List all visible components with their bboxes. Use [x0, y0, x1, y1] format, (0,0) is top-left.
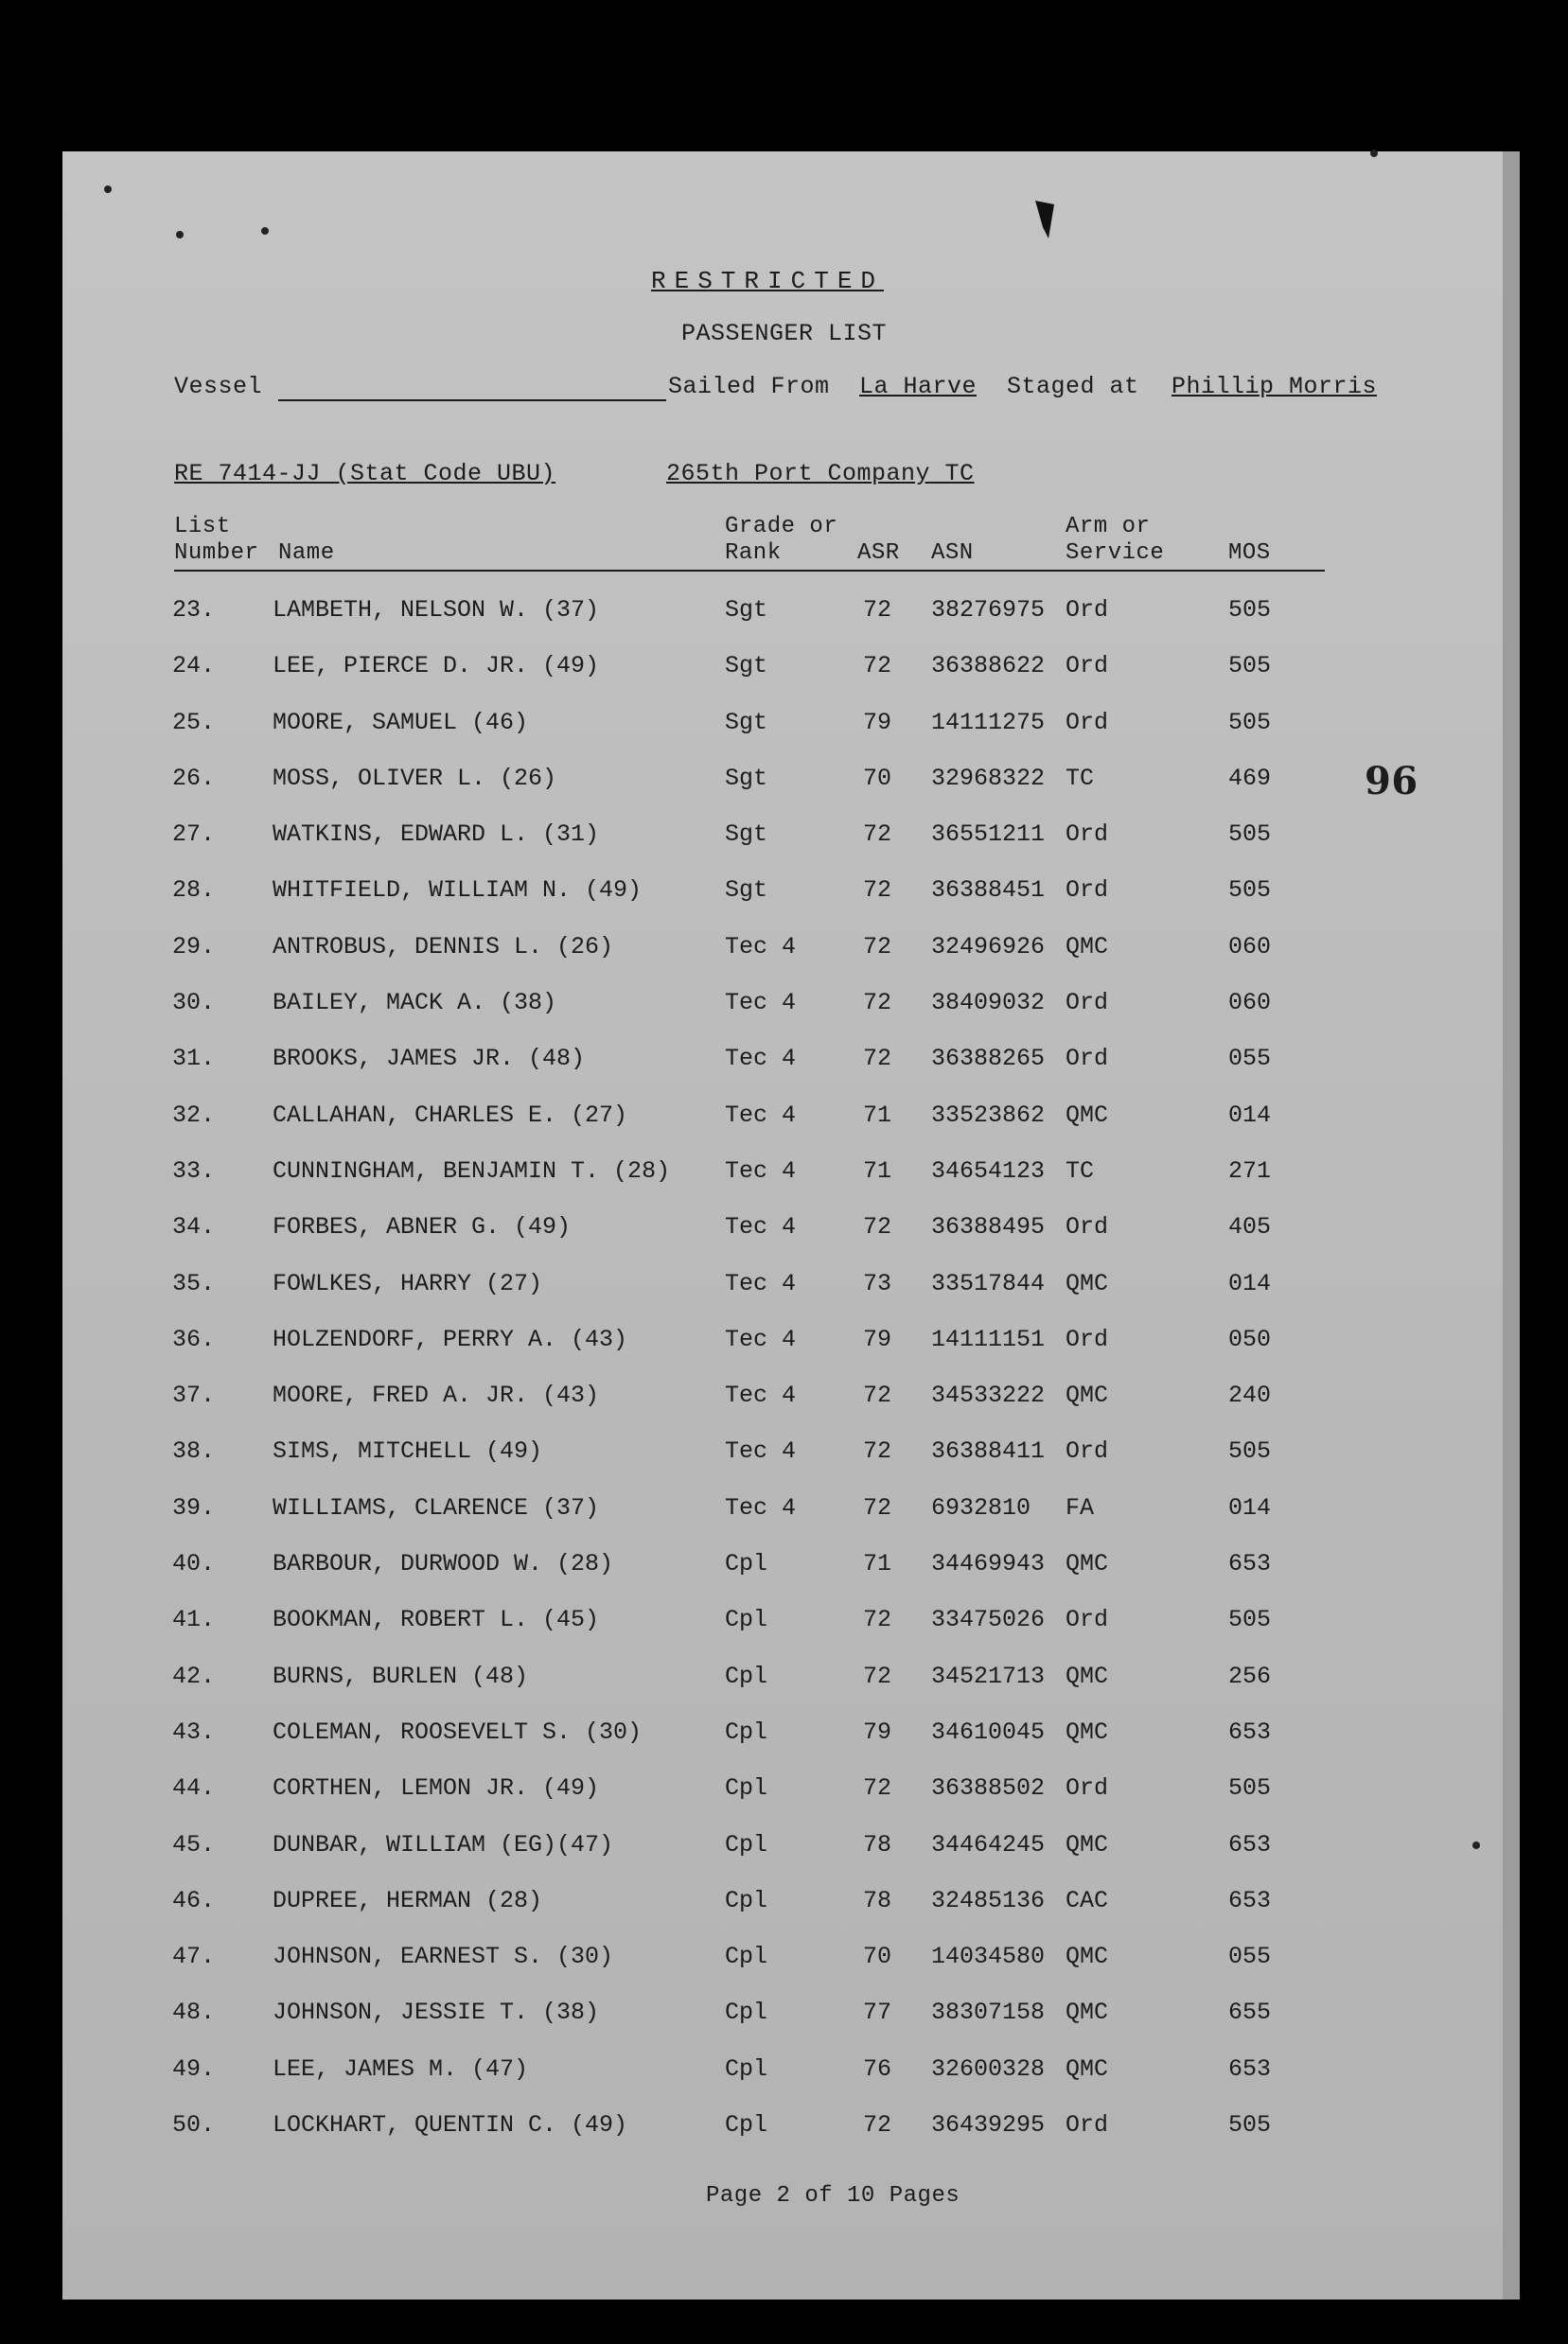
cell-mos: 653: [1228, 1550, 1272, 1578]
cell-arm-or-service: QMC: [1066, 1943, 1109, 1971]
table-row: [62, 596, 1503, 652]
cell-passenger-name: BAILEY, MACK A. (38): [273, 989, 557, 1017]
cell-list-number: 29.: [172, 932, 216, 961]
cell-asn: 38409032: [931, 989, 1046, 1017]
speck: [104, 185, 112, 193]
passenger-table: [62, 596, 1503, 2167]
cell-grade: Cpl: [725, 1886, 768, 1914]
cell-grade: Sgt: [725, 876, 768, 905]
table-row: [62, 1887, 1503, 1943]
cell-passenger-name: DUNBAR, WILLIAM (EG)(47): [273, 1830, 614, 1859]
cell-mos: 505: [1228, 1774, 1272, 1803]
cell-asn: 36551211: [931, 820, 1046, 849]
cell-asr: 72: [863, 2111, 892, 2140]
cell-asn: 34654123: [931, 1156, 1046, 1185]
column-header-rank: Rank: [725, 540, 782, 566]
cell-asn: 36439295: [931, 2111, 1046, 2140]
column-header-mos: MOS: [1228, 540, 1271, 566]
cell-mos: 055: [1228, 1943, 1272, 1971]
cell-asn: 34533222: [931, 1382, 1046, 1410]
cell-grade: Sgt: [725, 708, 768, 736]
cell-asn: 32600328: [931, 2054, 1046, 2083]
cell-passenger-name: WILLIAMS, CLARENCE (37): [273, 1493, 600, 1522]
table-row: [62, 1774, 1503, 1830]
cell-asr: 71: [863, 1156, 892, 1185]
cell-asn: 36388495: [931, 1213, 1046, 1242]
cell-passenger-name: SIMS, MITCHELL (49): [273, 1437, 543, 1466]
cell-arm-or-service: Ord: [1066, 1213, 1109, 1242]
reference-code: RE 7414-JJ (Stat Code UBU): [174, 460, 556, 487]
cell-asr: 72: [863, 652, 892, 680]
speck: [176, 231, 184, 238]
cell-asr: 79: [863, 708, 892, 736]
cell-mos: 505: [1228, 708, 1272, 736]
cell-list-number: 31.: [172, 1045, 216, 1073]
cell-asr: 79: [863, 1325, 892, 1353]
cell-asn: 33475026: [931, 1606, 1046, 1634]
cell-mos: 014: [1228, 1493, 1272, 1522]
cell-passenger-name: DUPREE, HERMAN (28): [273, 1886, 543, 1914]
cell-arm-or-service: QMC: [1066, 1550, 1109, 1578]
table-row: [62, 989, 1503, 1045]
sailed-from-value: La Harve: [859, 373, 978, 400]
cell-asr: 72: [863, 1606, 892, 1634]
cell-arm-or-service: QMC: [1066, 1382, 1109, 1410]
column-header-grade: Grade or: [725, 514, 838, 539]
cell-asr: 73: [863, 1269, 892, 1297]
cell-grade: Sgt: [725, 764, 768, 792]
cell-list-number: 37.: [172, 1382, 216, 1410]
cell-list-number: 25.: [172, 708, 216, 736]
cell-asn: 32968322: [931, 764, 1046, 792]
cell-grade: Tec 4: [725, 989, 797, 1017]
cell-list-number: 33.: [172, 1156, 216, 1185]
cell-asr: 72: [863, 596, 892, 624]
page-stamp-number: 96: [1365, 759, 1418, 803]
cell-arm-or-service: Ord: [1066, 652, 1109, 680]
table-row: [62, 1831, 1503, 1887]
cell-mos: 505: [1228, 652, 1272, 680]
cell-grade: Cpl: [725, 1718, 768, 1746]
cell-list-number: 46.: [172, 1886, 216, 1914]
cell-asn: 14111151: [931, 1325, 1046, 1353]
cell-arm-or-service: Ord: [1066, 708, 1109, 736]
cell-asr: 77: [863, 1999, 892, 2027]
cell-asn: 32496926: [931, 932, 1046, 961]
table-row: [62, 652, 1503, 708]
cell-passenger-name: MOORE, SAMUEL (46): [273, 708, 529, 736]
table-row: [62, 2055, 1503, 2111]
cell-arm-or-service: QMC: [1066, 1662, 1109, 1690]
cell-grade: Tec 4: [725, 932, 797, 961]
cell-arm-or-service: Ord: [1066, 1325, 1109, 1353]
table-row: [62, 1718, 1503, 1774]
cell-passenger-name: CORTHEN, LEMON JR. (49): [273, 1774, 600, 1803]
cell-mos: 653: [1228, 1886, 1272, 1914]
table-row: [62, 1663, 1503, 1718]
cell-list-number: 39.: [172, 1493, 216, 1522]
table-row: [62, 1382, 1503, 1437]
cell-passenger-name: LEE, PIERCE D. JR. (49): [273, 652, 600, 680]
cell-arm-or-service: QMC: [1066, 1101, 1109, 1129]
cell-asn: 33517844: [931, 1269, 1046, 1297]
cell-asr: 78: [863, 1886, 892, 1914]
cell-list-number: 35.: [172, 1269, 216, 1297]
cell-asr: 76: [863, 2054, 892, 2083]
cell-mos: 014: [1228, 1101, 1272, 1129]
cell-grade: Tec 4: [725, 1382, 797, 1410]
table-row: [62, 1102, 1503, 1157]
cell-mos: 055: [1228, 1045, 1272, 1073]
cell-arm-or-service: Ord: [1066, 1606, 1109, 1634]
document-page: [62, 151, 1520, 2300]
cell-list-number: 49.: [172, 2054, 216, 2083]
document-subtitle: PASSENGER LIST: [681, 320, 888, 347]
cell-passenger-name: BURNS, BURLEN (48): [273, 1662, 529, 1690]
cell-passenger-name: BROOKS, JAMES JR. (48): [273, 1045, 586, 1073]
cell-passenger-name: JOHNSON, JESSIE T. (38): [273, 1999, 600, 2027]
cell-mos: 653: [1228, 1718, 1272, 1746]
cell-arm-or-service: TC: [1066, 1156, 1095, 1185]
cell-arm-or-service: QMC: [1066, 1830, 1109, 1859]
table-row: [62, 1606, 1503, 1662]
cell-passenger-name: LAMBETH, NELSON W. (37): [273, 596, 600, 624]
cell-arm-or-service: QMC: [1066, 1999, 1109, 2027]
cell-arm-or-service: CAC: [1066, 1886, 1109, 1914]
cell-grade: Sgt: [725, 596, 768, 624]
cell-asn: 36388265: [931, 1045, 1046, 1073]
cell-asn: 34610045: [931, 1718, 1046, 1746]
cell-list-number: 30.: [172, 989, 216, 1017]
cell-asr: 72: [863, 1662, 892, 1690]
column-header-name: Name: [278, 540, 335, 566]
cell-asr: 72: [863, 1437, 892, 1466]
cell-arm-or-service: Ord: [1066, 2111, 1109, 2140]
cell-asr: 72: [863, 876, 892, 905]
cell-asr: 72: [863, 820, 892, 849]
table-row: [62, 1494, 1503, 1550]
cell-list-number: 48.: [172, 1999, 216, 2027]
cell-grade: Cpl: [725, 2054, 768, 2083]
cell-asr: 71: [863, 1550, 892, 1578]
table-row: [62, 1213, 1503, 1269]
cell-asn: 38307158: [931, 1999, 1046, 2027]
cell-grade: Tec 4: [725, 1156, 797, 1185]
cell-grade: Tec 4: [725, 1101, 797, 1129]
cell-arm-or-service: Ord: [1066, 596, 1109, 624]
ink-mark: [1035, 201, 1054, 238]
staged-at-value: Phillip Morris: [1172, 373, 1378, 400]
cell-asr: 71: [863, 1101, 892, 1129]
cell-grade: Cpl: [725, 1830, 768, 1859]
cell-passenger-name: WHITFIELD, WILLIAM N. (49): [273, 876, 643, 905]
cell-list-number: 34.: [172, 1213, 216, 1242]
cell-asn: 34469943: [931, 1550, 1046, 1578]
cell-passenger-name: MOSS, OLIVER L. (26): [273, 764, 557, 792]
table-row: [62, 2111, 1503, 2167]
cell-asn: 33523862: [931, 1101, 1046, 1129]
cell-list-number: 36.: [172, 1325, 216, 1353]
cell-asn: 38276975: [931, 596, 1046, 624]
cell-mos: 505: [1228, 820, 1272, 849]
cell-grade: Tec 4: [725, 1493, 797, 1522]
cell-grade: Tec 4: [725, 1437, 797, 1466]
cell-arm-or-service: QMC: [1066, 1269, 1109, 1297]
column-header-asn: ASN: [931, 540, 974, 566]
cell-asr: 72: [863, 932, 892, 961]
cell-mos: 405: [1228, 1213, 1272, 1242]
cell-asr: 70: [863, 1943, 892, 1971]
table-row: [62, 1437, 1503, 1493]
page-footer: Page 2 of 10 Pages: [706, 2183, 960, 2209]
column-header-list: List: [174, 514, 231, 539]
cell-mos: 653: [1228, 1830, 1272, 1859]
cell-list-number: 42.: [172, 1662, 216, 1690]
cell-passenger-name: LEE, JAMES M. (47): [273, 2054, 529, 2083]
table-row: [62, 1999, 1503, 2054]
cell-passenger-name: HOLZENDORF, PERRY A. (43): [273, 1325, 628, 1353]
cell-mos: 505: [1228, 876, 1272, 905]
table-row: [62, 933, 1503, 989]
cell-grade: Cpl: [725, 1662, 768, 1690]
cell-asr: 72: [863, 1045, 892, 1073]
cell-asr: 72: [863, 1493, 892, 1522]
cell-list-number: 47.: [172, 1943, 216, 1971]
column-header-asr: ASR: [857, 540, 900, 566]
cell-asr: 72: [863, 1774, 892, 1803]
table-row: [62, 876, 1503, 932]
cell-arm-or-service: TC: [1066, 764, 1095, 792]
cell-asn: 36388622: [931, 652, 1046, 680]
cell-arm-or-service: QMC: [1066, 1718, 1109, 1746]
cell-asn: 36388502: [931, 1774, 1046, 1803]
cell-arm-or-service: QMC: [1066, 932, 1109, 961]
cell-list-number: 32.: [172, 1101, 216, 1129]
cell-passenger-name: CALLAHAN, CHARLES E. (27): [273, 1101, 628, 1129]
table-row: [62, 1550, 1503, 1606]
unit-name: 265th Port Company TC: [666, 460, 975, 487]
cell-passenger-name: BOOKMAN, ROBERT L. (45): [273, 1606, 600, 1634]
cell-passenger-name: FORBES, ABNER G. (49): [273, 1213, 572, 1242]
cell-grade: Sgt: [725, 820, 768, 849]
cell-mos: 653: [1228, 2054, 1272, 2083]
cell-asr: 72: [863, 1382, 892, 1410]
cell-mos: 050: [1228, 1325, 1272, 1353]
cell-asr: 70: [863, 764, 892, 792]
table-row: [62, 1270, 1503, 1326]
cell-list-number: 27.: [172, 820, 216, 849]
table-row: [62, 1943, 1503, 1999]
cell-asn: 34521713: [931, 1662, 1046, 1690]
cell-list-number: 50.: [172, 2111, 216, 2140]
table-row: [62, 820, 1503, 876]
document-title: RESTRICTED: [651, 267, 885, 295]
table-row: [62, 765, 1503, 820]
cell-mos: 256: [1228, 1662, 1272, 1690]
cell-passenger-name: LOCKHART, QUENTIN C. (49): [273, 2111, 628, 2140]
cell-list-number: 26.: [172, 764, 216, 792]
column-header-number: Number: [174, 540, 259, 566]
cell-arm-or-service: FA: [1066, 1493, 1095, 1522]
cell-grade: Cpl: [725, 1943, 768, 1971]
cell-mos: 505: [1228, 1437, 1272, 1466]
cell-list-number: 28.: [172, 876, 216, 905]
cell-mos: 014: [1228, 1269, 1272, 1297]
cell-arm-or-service: Ord: [1066, 1774, 1109, 1803]
cell-asn: 14111275: [931, 708, 1046, 736]
cell-grade: Cpl: [725, 2111, 768, 2140]
cell-asr: 79: [863, 1718, 892, 1746]
cell-passenger-name: MOORE, FRED A. JR. (43): [273, 1382, 600, 1410]
cell-grade: Cpl: [725, 1774, 768, 1803]
cell-list-number: 40.: [172, 1550, 216, 1578]
vessel-label: Vessel: [174, 373, 263, 400]
cell-asn: 6932810: [931, 1493, 1031, 1522]
table-row: [62, 1326, 1503, 1382]
cell-list-number: 24.: [172, 652, 216, 680]
cell-arm-or-service: Ord: [1066, 1437, 1109, 1466]
cell-list-number: 38.: [172, 1437, 216, 1466]
cell-passenger-name: COLEMAN, ROOSEVELT S. (30): [273, 1718, 643, 1746]
cell-arm-or-service: QMC: [1066, 2054, 1109, 2083]
cell-list-number: 44.: [172, 1774, 216, 1803]
sailed-from-label: Sailed From: [668, 373, 830, 400]
cell-list-number: 41.: [172, 1606, 216, 1634]
cell-mos: 240: [1228, 1382, 1272, 1410]
cell-passenger-name: WATKINS, EDWARD L. (31): [273, 820, 600, 849]
cell-passenger-name: CUNNINGHAM, BENJAMIN T. (28): [273, 1156, 671, 1185]
cell-grade: Tec 4: [725, 1325, 797, 1353]
cell-asn: 34464245: [931, 1830, 1046, 1859]
cell-list-number: 23.: [172, 596, 216, 624]
column-header-service: Service: [1066, 540, 1165, 566]
cell-grade: Cpl: [725, 1606, 768, 1634]
vessel-blank-line: [278, 399, 666, 401]
cell-asr: 78: [863, 1830, 892, 1859]
cell-passenger-name: ANTROBUS, DENNIS L. (26): [273, 932, 614, 961]
cell-mos: 271: [1228, 1156, 1272, 1185]
table-row: [62, 709, 1503, 765]
cell-mos: 469: [1228, 764, 1272, 792]
cell-grade: Sgt: [725, 652, 768, 680]
cell-passenger-name: BARBOUR, DURWOOD W. (28): [273, 1550, 614, 1578]
cell-grade: Tec 4: [725, 1213, 797, 1242]
cell-asr: 72: [863, 989, 892, 1017]
cell-grade: Cpl: [725, 1550, 768, 1578]
cell-mos: 505: [1228, 596, 1272, 624]
cell-arm-or-service: Ord: [1066, 820, 1109, 849]
speck: [1370, 150, 1378, 157]
cell-grade: Tec 4: [725, 1045, 797, 1073]
cell-mos: 060: [1228, 932, 1272, 961]
cell-mos: 060: [1228, 989, 1272, 1017]
cell-arm-or-service: Ord: [1066, 876, 1109, 905]
cell-asn: 32485136: [931, 1886, 1046, 1914]
cell-asr: 72: [863, 1213, 892, 1242]
cell-mos: 655: [1228, 1999, 1272, 2027]
cell-passenger-name: JOHNSON, EARNEST S. (30): [273, 1943, 614, 1971]
cell-grade: Cpl: [725, 1999, 768, 2027]
cell-arm-or-service: Ord: [1066, 989, 1109, 1017]
speck: [261, 227, 269, 235]
cell-list-number: 43.: [172, 1718, 216, 1746]
header-rule: [174, 570, 1325, 572]
cell-asn: 36388411: [931, 1437, 1046, 1466]
cell-asn: 36388451: [931, 876, 1046, 905]
table-row: [62, 1157, 1503, 1213]
cell-arm-or-service: Ord: [1066, 1045, 1109, 1073]
cell-mos: 505: [1228, 2111, 1272, 2140]
column-header-arm: Arm or: [1066, 514, 1151, 539]
cell-passenger-name: FOWLKES, HARRY (27): [273, 1269, 543, 1297]
table-row: [62, 1045, 1503, 1101]
cell-list-number: 45.: [172, 1830, 216, 1859]
cell-grade: Tec 4: [725, 1269, 797, 1297]
cell-asn: 14034580: [931, 1943, 1046, 1971]
staged-at-label: Staged at: [1007, 373, 1139, 400]
cell-mos: 505: [1228, 1606, 1272, 1634]
